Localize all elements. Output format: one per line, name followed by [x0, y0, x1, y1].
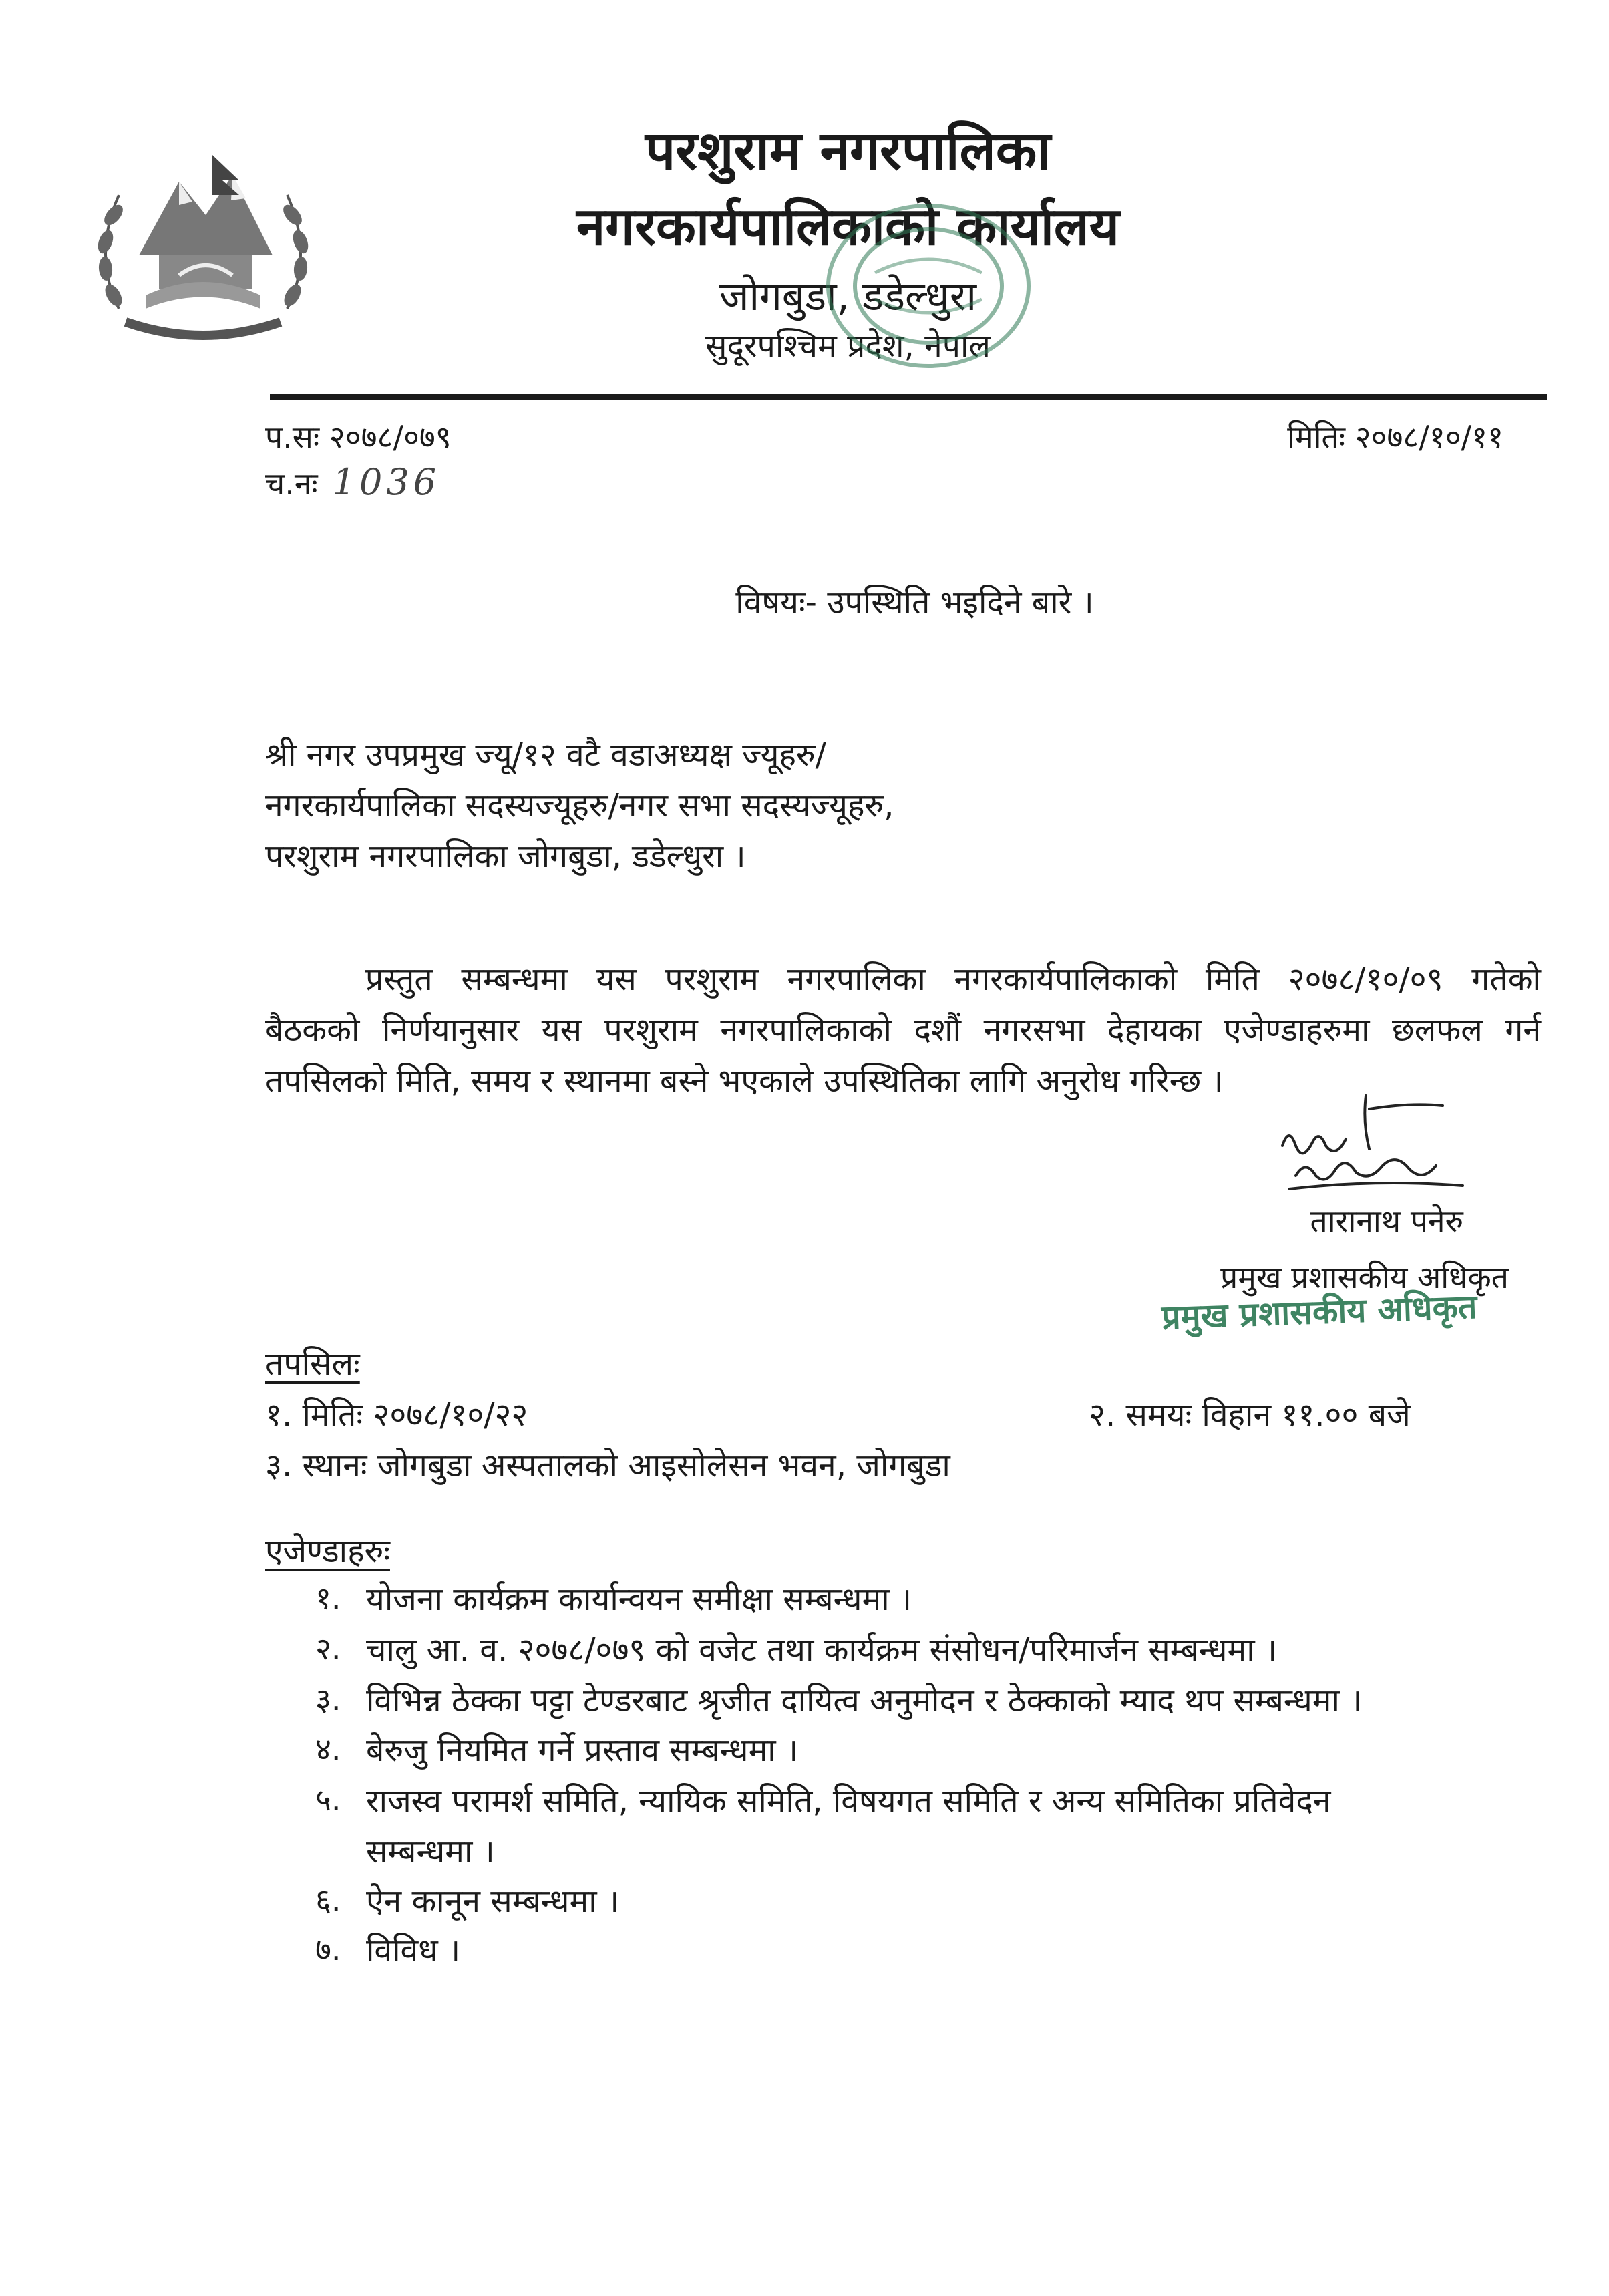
- agenda-text: विविध ।: [366, 1932, 461, 1969]
- schedule-date: १. मितिः २०७८/१०/२२: [265, 1396, 528, 1434]
- signature-icon: [1269, 1082, 1483, 1209]
- office-seal-icon: [801, 186, 1055, 386]
- dispatch-label: च.नः: [265, 466, 318, 502]
- header-divider: [270, 394, 1547, 400]
- addressee-line: श्री नगर उपप्रमुख ज्यू/१२ वटै वडाअध्यक्ष ज्यूहरु/: [265, 736, 826, 774]
- agenda-number: १.: [315, 1580, 341, 1616]
- body-paragraph-line: बैठकको निर्णयानुसार यस परशुराम नगरपालिकाको दशौं नगरसभा देहायका एजेण्डाहरुमा छलफल गर्न: [265, 1011, 1541, 1049]
- agenda-number: ५.: [315, 1782, 341, 1818]
- letter-date: मितिः २०७८/१०/११: [1287, 419, 1503, 455]
- schedule-heading: तपसिलः: [265, 1345, 360, 1383]
- agenda-number: ७.: [315, 1931, 341, 1967]
- agenda-number: २.: [315, 1631, 341, 1667]
- signatory-title-stamp: प्रमुख प्रशासकीय अधिकृत: [1160, 1287, 1477, 1337]
- agenda-text: सम्बन्धमा ।: [366, 1833, 495, 1870]
- schedule-time: २. समयः विहान ११.०० बजे: [1089, 1396, 1411, 1434]
- agenda-text: चालु आ. व. २०७८/०७९ को वजेट तथा कार्यक्रम संसोधन/परिमार्जन सम्बन्धमा ।: [366, 1631, 1278, 1669]
- signatory-name: तारानाथ पनेरु: [1310, 1203, 1463, 1239]
- agenda-heading: एजेण्डाहरुः: [265, 1532, 390, 1570]
- signatory-title: प्रमुख प्रशासकीय अधिकृत: [1220, 1259, 1509, 1295]
- header-office: नगरकार्यपालिकाको कार्यालय: [576, 197, 1120, 257]
- addressee-line: नगरकार्यपालिका सदस्यज्यूहरु/नगर सभा सदस्यज्यूहरु,: [265, 787, 894, 824]
- schedule-place: ३. स्थानः जोगबुडा अस्पतालको आइसोलेसन भवन, जोगबुडा: [265, 1447, 950, 1484]
- body-paragraph-line: तपसिलको मिति, समय र स्थानमा बस्ने भएकाले उपस्थितिका लागि अनुरोध गरिन्छ ।: [265, 1062, 1224, 1100]
- dispatch-handwritten-value: 1036: [332, 461, 441, 503]
- agenda-text: राजस्व परामर्श समिति, न्यायिक समिति, विषयगत समिति र अन्य समितिका प्रतिवेदन: [366, 1782, 1331, 1820]
- agenda-text: विभिन्न ठेक्का पट्टा टेण्डरबाट श्रृजीत दायित्व अनुमोदन र ठेक्काको म्याद थप सम्बन्धमा ।: [366, 1682, 1363, 1719]
- header-address: जोगबुडा, डडेल्धुरा: [719, 273, 977, 320]
- header-title: परशुराम नगरपालिका: [645, 120, 1051, 182]
- agenda-text: बेरुजु नियमित गर्ने प्रस्ताव सम्बन्धमा ।: [366, 1732, 799, 1769]
- agenda-text: ऐन कानून सम्बन्धमा ।: [366, 1882, 620, 1920]
- dispatch-number: [265, 461, 440, 504]
- agenda-text: योजना कार्यक्रम कार्यान्वयन समीक्षा सम्बन्धमा ।: [366, 1581, 912, 1618]
- agenda-number: ४.: [315, 1731, 341, 1767]
- reference-number: प.सः २०७८/०७९: [265, 419, 452, 455]
- body-paragraph-line: प्रस्तुत सम्बन्धमा यस परशुराम नगरपालिका नगरकार्यपालिकाको मिति २०७८/१०/०९ गतेको: [365, 961, 1541, 998]
- agenda-number: ३.: [315, 1681, 341, 1717]
- header-province: सुदूरपश्चिम प्रदेश, नेपाल: [705, 327, 991, 365]
- addressee-line: परशुराम नगरपालिका जोगबुडा, डडेल्धुरा ।: [265, 838, 746, 875]
- agenda-number: ६.: [315, 1882, 341, 1918]
- letter-subject: विषयः- उपस्थिति भइदिने बारे ।: [735, 584, 1094, 621]
